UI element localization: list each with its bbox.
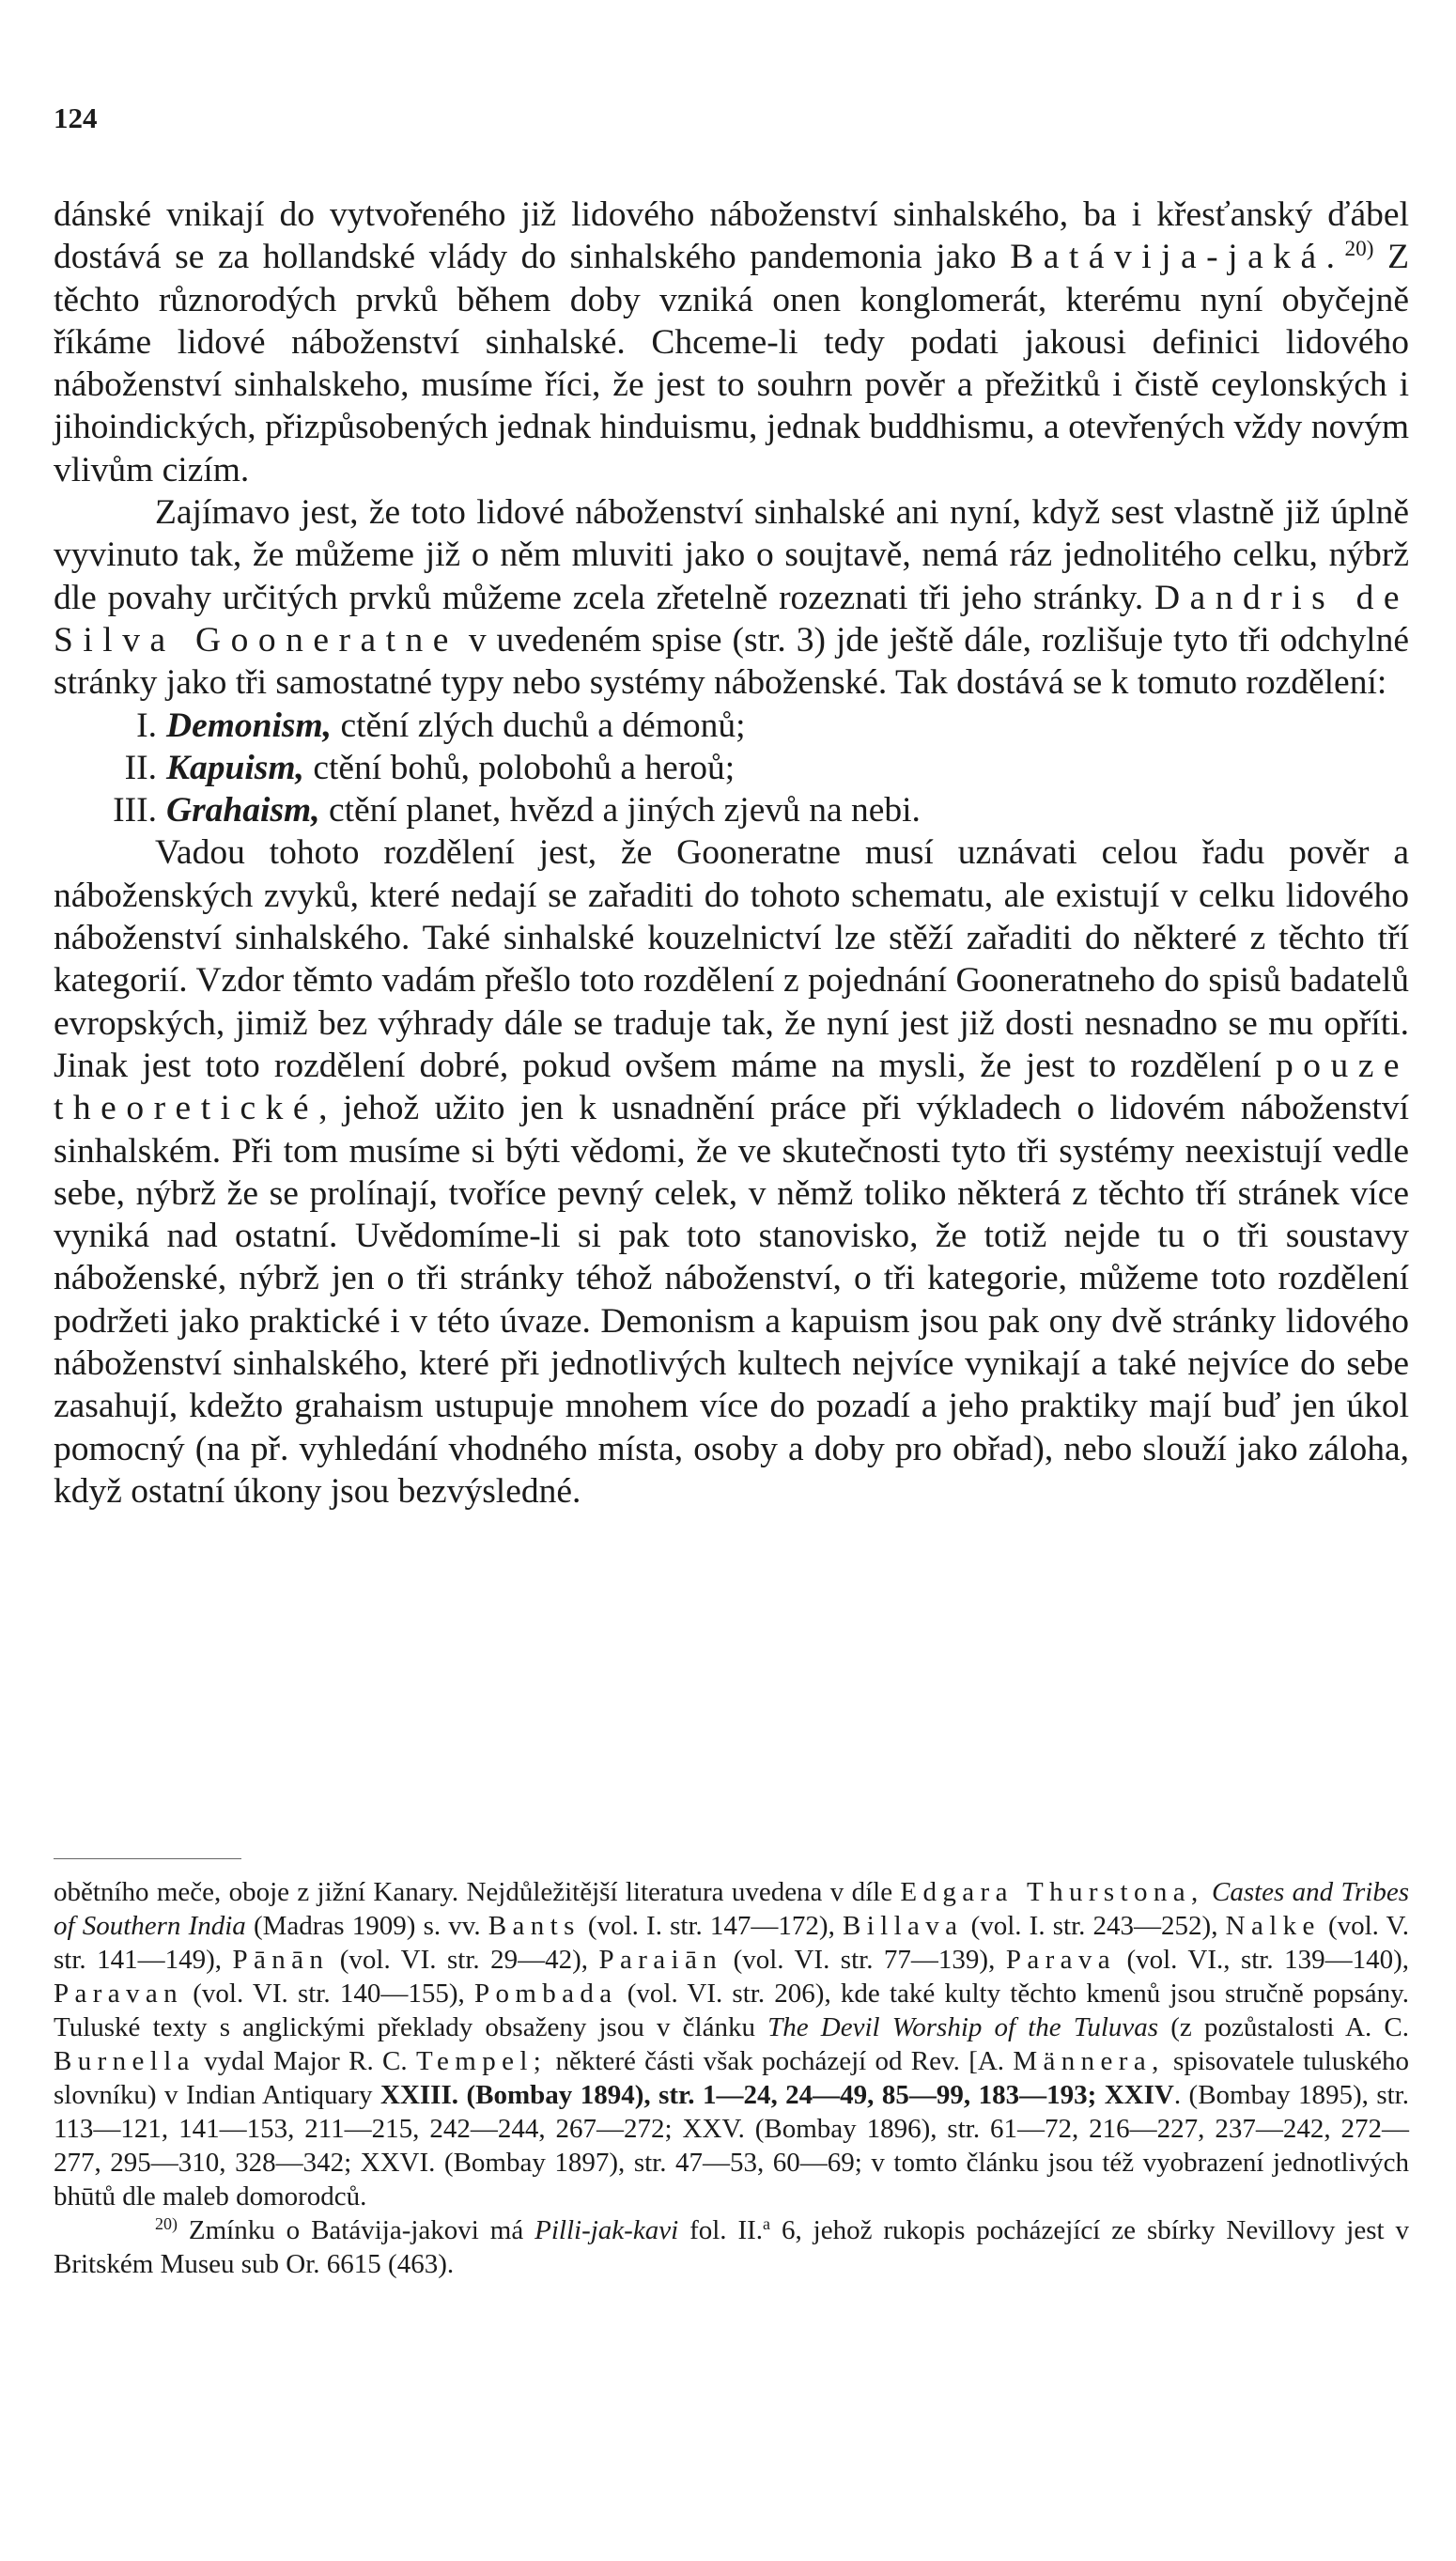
- footnote-continuation: obětního meče, oboje z jižní Kanary. Nejdůležitější literatura uvedena v díle Edgara Thurstona, Castes and Tribes of Southern India (Madras 1909) s. vv. Bants (vol. I. str. 147—172), Billava (vol. I. str. 243—252), Nalke (vol. V. str. 141—149), Pānān (vol. VI. str. 29—42), Paraiān (vol. VI. str. 77—139), Parava (vol. VI., str. 139—140), Paravan (vol. VI. str. 140—155), Pombada (vol. VI. str. 206), kde také kulty těchto kmenů jsou stručně popsány. Tuluské texty s anglickými překlady obsaženy jsou v článku The Devil Worship of the Tuluvas (z pozůstalosti A. C. Burnella vydal Major R. C. Tempel; některé části však pocházejí od Rev. [A. Männera, spisovatele tuluského slovníku) v Indian Antiquary XXIII. (Bombay 1894), str. 1—24, 24—49, 85—99, 183—193; XXIV. (Bombay 1895), str. 113—121, 141—153, 211—215, 242—244, 267—272; XXV. (Bombay 1896), str. 61—72, 216—227, 237—242, 272—277, 295—310, 328—342; XXVI. (Bombay 1897), str. 47—53, 60—69; v tomto článku jsou též vyobrazení jednotlivých bhūtů dle maleb domorodců.: [54, 1877, 1410, 2212]
- footnote-divider: [54, 1858, 241, 1859]
- footnote-20: $^{20)}$ Zmínku o Batávija-jakovi má Pilli-jak-kavi fol. II.$^a$ 6, jehož rukopis pocházející ze sbírky Nevillovy jest v Britském Museu sub Or. 6615 (463).: [54, 2214, 1409, 2279]
- main-text: [54, 194, 1409, 1513]
- list-term: Grahaism,: [166, 791, 320, 830]
- list-item: III. Grahaism, ctění planet, hvězd a jiných zjevů na nebi.: [113, 791, 921, 830]
- footnote-number: 20): [155, 2214, 178, 2234]
- author-name: Dandris de Silva Gooneratne: [54, 578, 1410, 660]
- paragraph-2: Zajímavo jest, že toto lidové náboženství sinhalské ani nyní, když sest vlastně již úplně vyvinuto tak, že můžeme již o něm mluviti jako o soujtavě, nemá ráz jednolitého celku, nýbrž dle povahy určitých prvků můžeme zcela zřetelně rozeznati tři jeho stránky. Dandris de Silva Gooneratne v uvedeném spise (str. 3) jde ještě dále, rozlišuje tyto tři odchylné stránky jako tři samostatné typy nebo systémy náboženské. Tak dostává se k tomuto rozdělení:: [54, 493, 1410, 703]
- spaced-term: Batávija-jaká.: [1010, 238, 1345, 277]
- category-list: [54, 705, 1409, 832]
- footnotes: [54, 1875, 1409, 2281]
- paragraph-1: dánské vnikají do vytvořeného již lidového náboženství sinhalského, ba i křesťanský ďábel dostává se za hollandské vlády do sinhalského pandemonia jako Batávija-jaká.$^{20)}$ Z těchto různorodých prvků během doby vzniká onen konglomerát, kterému nyní obyčejně říkáme lidové náboženství sinhalské. Chceme-li tedy podati jakousi definici lidového náboženství sinhalskeho, musíme říci, že jest to souhrn pověr a přežitků i čistě ceylonských i jihoindických, přizpůsobených jednak hinduismu, jednak buddhismu, a otevřených vždy novým vlivům cizím.: [54, 195, 1409, 489]
- paragraph-3: Vadou tohoto rozdělení jest, že Gooneratne musí uznávati celou řadu pověr a náboženských zvyků, které nedají se zařaditi do tohoto schematu, ale existují v celku lidového náboženství sinhalského. Také sinhalské kouzelnictví lze stěží zařaditi do některé z těchto tří kategorií. Vzdor těmto vadám přešlo toto rozdělení z pojednání Gooneratneho do spisů badatelů evropských, jimiž bez výhrady dále se traduje tak, že nyní jest již dosti nesnadno se mu opříti. Jinak jest toto rozdělení dobré, pokud ovšem máme na mysli, že jest to rozdělení pouze theoretické, jehož užito jen k usnadnění práce při výkladech o lidovém náboženství sinhalském. Při tom musíme si býti vědomi, že ve skutečnosti tyto tři systémy neexistují vedle sebe, nýbrž že se prolínají, tvoříce pevný celek, v němž toliko některá z těchto tří stránek více vyniká nad ostatní. Uvědomíme-li si pak toto stanovisko, že totiž nejde tu o tři soustavy náboženské, nýbrž jen o tři stránky téhož náboženství, o tři kategorie, můžeme toto rozdělení podržeti jako praktické i v této úvaze. Demonism a kapuism jsou pak ony dvě stránky lidového náboženství sinhalského, které při jednotlivých kultech nejvíce vynikají a také nejvíce do sebe zasahují, kdežto grahaism ustupuje mnohem více do pozadí a jeho praktiky mají buď jen úkol pomocný (na př. vyhledání vhodného místa, osoby a doby pro obřad), nebo slouží jako záloha, když ostatní úkony jsou bezvýsledné.: [54, 833, 1409, 1511]
- footnote-ref-20: 20): [1344, 237, 1374, 262]
- list-term: Demonism,: [166, 706, 333, 745]
- list-item: II. Kapuism, ctění bohů, polobohů a heroů;: [124, 748, 736, 787]
- spaced-term: pouze theoretické: [54, 1046, 1409, 1128]
- list-term: Kapuism,: [166, 748, 304, 787]
- list-item: I. Demonism, ctění zlých duchů a démonů;: [136, 706, 746, 745]
- page-number: 124: [54, 101, 98, 134]
